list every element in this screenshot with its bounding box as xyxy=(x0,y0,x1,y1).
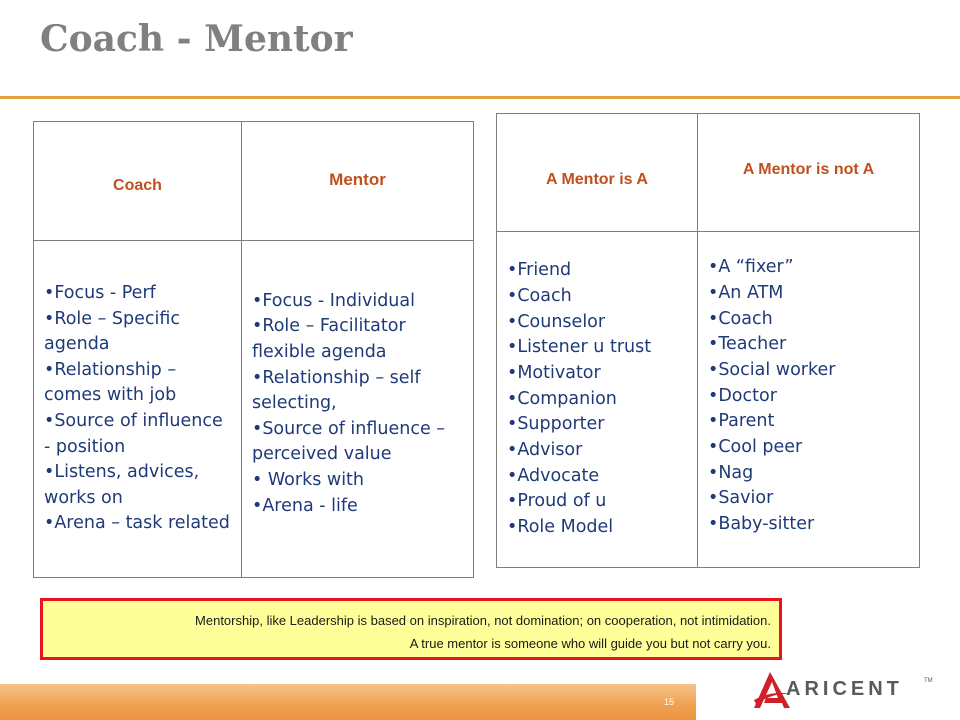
quote-line-1: Mentorship, like Leadership is based on inspiration, not domination; on cooperation, not intimidation. xyxy=(195,613,771,628)
list-item: • Focus - Perf xyxy=(44,281,233,307)
list-item: • Baby-sitter xyxy=(708,512,911,538)
header-mentor-is-label: A Mentor is A xyxy=(546,170,648,188)
coach-list xyxy=(34,281,241,537)
list-item: • Nag xyxy=(708,461,911,487)
list-item: • Listener u trust xyxy=(507,335,689,361)
list-item: • Friend xyxy=(507,258,689,284)
mentor-is-list xyxy=(497,258,697,541)
mentor-is-cell xyxy=(497,232,698,568)
header-mentor-is xyxy=(497,114,698,232)
mentor-is-not-list xyxy=(698,255,919,538)
header-mentor-is-not xyxy=(698,114,920,232)
mentor-is-table xyxy=(496,113,920,568)
coach-cell xyxy=(34,241,242,578)
list-item: • Advocate xyxy=(507,464,689,490)
footer-bar xyxy=(0,684,696,720)
list-item: • Coach xyxy=(507,284,689,310)
list-item: • Coach xyxy=(708,307,911,333)
list-item: • Doctor xyxy=(708,384,911,410)
list-item: • Focus - Individual xyxy=(252,289,465,315)
list-item: • Social worker xyxy=(708,358,911,384)
list-item: • A “fixer” xyxy=(708,255,911,281)
list-item: • Source of influence – perceived value xyxy=(252,417,465,468)
list-item: • Role – Facilitator flexible agenda xyxy=(252,314,465,365)
list-item: • An ATM xyxy=(708,281,911,307)
header-mentor-label: Mentor xyxy=(329,170,386,189)
list-item: • Counselor xyxy=(507,310,689,336)
title-divider xyxy=(0,96,960,99)
list-item: • Motivator xyxy=(507,361,689,387)
page-number: 15 xyxy=(664,697,675,707)
header-coach-label: Coach xyxy=(113,177,162,194)
logo-trademark: TM xyxy=(924,678,933,684)
slide-title: Coach - Mentor xyxy=(40,18,353,60)
list-item: • Role Model xyxy=(507,515,689,541)
list-item: • Companion xyxy=(507,387,689,413)
logo-wordmark: ARICENT xyxy=(786,678,903,700)
list-item: • Proud of u xyxy=(507,489,689,515)
mentor-is-not-cell xyxy=(698,232,920,568)
mentor-cell xyxy=(242,241,474,578)
aricent-logo xyxy=(752,668,932,712)
list-item: • Role – Specific agenda xyxy=(44,307,233,358)
list-item: • Advisor xyxy=(507,438,689,464)
list-item: • Savior xyxy=(708,486,911,512)
list-item: • Supporter xyxy=(507,412,689,438)
header-mentor-is-not-label: A Mentor is not A xyxy=(742,161,875,178)
list-item: • Arena - life xyxy=(252,494,465,520)
coach-mentor-table xyxy=(33,121,474,578)
quote-box xyxy=(40,598,782,660)
list-item: • Parent xyxy=(708,409,911,435)
list-item: • Source of influence - position xyxy=(44,409,233,460)
mentor-list xyxy=(242,289,473,519)
header-mentor xyxy=(242,122,474,241)
list-item: • Listens, advices, works on xyxy=(44,460,233,511)
header-coach xyxy=(34,122,242,241)
list-item: • Teacher xyxy=(708,332,911,358)
list-item: • Relationship – self selecting, xyxy=(252,366,465,417)
list-item: • Relationship – comes with job xyxy=(44,358,233,409)
list-item: • Works with xyxy=(252,468,465,494)
list-item: • Arena – task related xyxy=(44,511,233,537)
list-item: • Cool peer xyxy=(708,435,911,461)
quote-line-2: A true mentor is someone who will guide you but not carry you. xyxy=(409,636,771,651)
